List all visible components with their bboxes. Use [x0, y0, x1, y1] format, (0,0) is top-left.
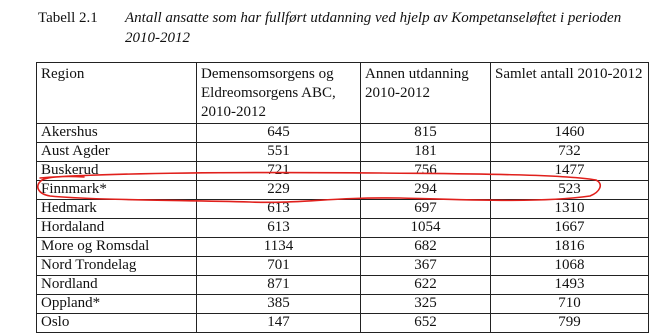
cell-abc: 701 [197, 257, 361, 276]
cell-region: Nord Trondelag [37, 257, 197, 276]
cell-region: Oslo [37, 314, 197, 333]
cell-other: 756 [361, 162, 491, 181]
table-row [37, 124, 649, 143]
cell-region: Oppland* [37, 295, 197, 314]
cell-region: Akershus [37, 124, 197, 143]
cell-total: 1493 [491, 276, 649, 295]
cell-region: More og Romsdal [37, 238, 197, 257]
caption-title: Antall ansatte som har fullført utdanning ved hjelp av Kompetanseløftet i perioden 2010-2012 [125, 10, 622, 46]
cell-abc: 1134 [197, 238, 361, 257]
cell-total: 732 [491, 143, 649, 162]
table-row [37, 143, 649, 162]
cell-total: 1667 [491, 219, 649, 238]
table-row-highlighted [37, 181, 649, 200]
cell-other: 622 [361, 276, 491, 295]
header-other: Annen utdanning 2010-2012 [361, 63, 491, 124]
cell-abc: 645 [197, 124, 361, 143]
cell-abc: 385 [197, 295, 361, 314]
cell-abc: 871 [197, 276, 361, 295]
caption-label: Tabell 2.1 [38, 10, 98, 26]
cell-total: 1816 [491, 238, 649, 257]
header-row [37, 63, 649, 124]
cell-region: Finnmark* [37, 181, 197, 200]
cell-total: 1477 [491, 162, 649, 181]
cell-total: 1310 [491, 200, 649, 219]
header-region: Region [37, 63, 197, 124]
cell-total: 1068 [491, 257, 649, 276]
cell-abc: 147 [197, 314, 361, 333]
data-table [36, 62, 649, 333]
table-row [37, 200, 649, 219]
cell-abc: 721 [197, 162, 361, 181]
cell-abc: 613 [197, 219, 361, 238]
table-row [37, 257, 649, 276]
cell-other: 1054 [361, 219, 491, 238]
table-row [37, 276, 649, 295]
cell-total: 799 [491, 314, 649, 333]
cell-abc: 551 [197, 143, 361, 162]
cell-abc: 613 [197, 200, 361, 219]
cell-other: 181 [361, 143, 491, 162]
cell-region: Aust Agder [37, 143, 197, 162]
cell-other: 325 [361, 295, 491, 314]
table-row [37, 295, 649, 314]
cell-abc: 229 [197, 181, 361, 200]
cell-other: 815 [361, 124, 491, 143]
cell-region: Buskerud [37, 162, 197, 181]
header-abc: Demensomsorgens og Eldreomsorgens ABC, 2010-2012 [197, 63, 361, 124]
cell-region: Hordaland [37, 219, 197, 238]
cell-total: 523 [491, 181, 649, 200]
cell-region: Hedmark [37, 200, 197, 219]
table-row [37, 219, 649, 238]
cell-other: 294 [361, 181, 491, 200]
cell-total: 710 [491, 295, 649, 314]
cell-other: 697 [361, 200, 491, 219]
cell-other: 652 [361, 314, 491, 333]
cell-region: Nordland [37, 276, 197, 295]
cell-other: 682 [361, 238, 491, 257]
table-row [37, 238, 649, 257]
cell-total: 1460 [491, 124, 649, 143]
cell-other: 367 [361, 257, 491, 276]
table-row [37, 314, 649, 333]
table-row [37, 162, 649, 181]
header-total: Samlet antall 2010-2012 [491, 63, 649, 124]
